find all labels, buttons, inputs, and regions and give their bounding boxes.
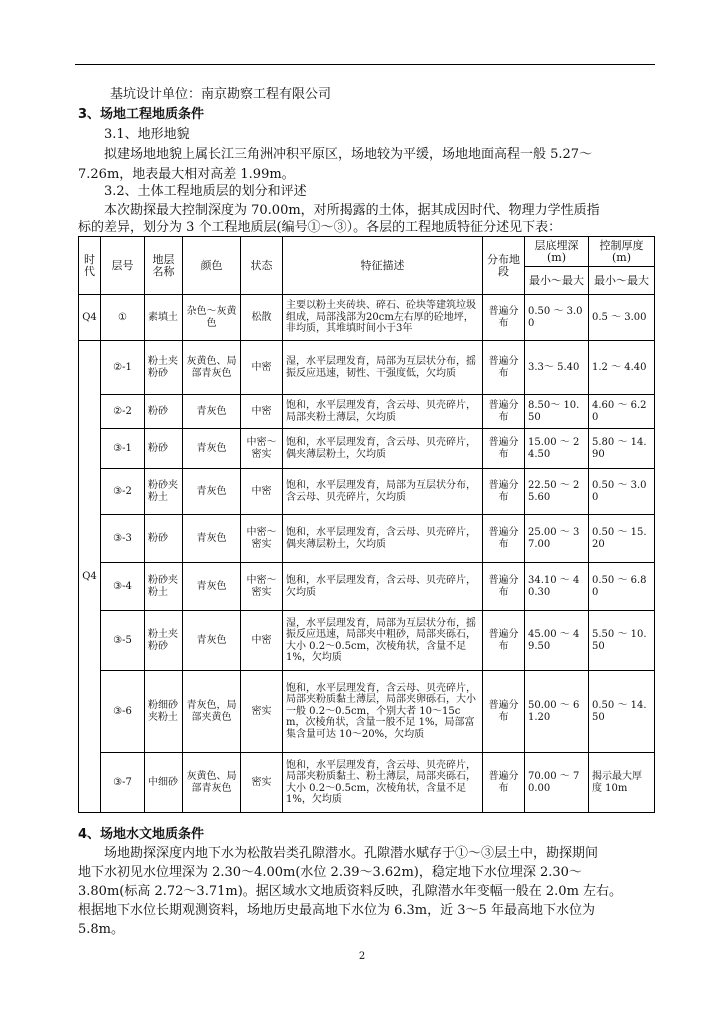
layer-description: 饱和，水平层理发育，含云母、贝壳碎片，局部夹粉质黏土、粉土薄层，局部夹砾石，大小 0.2～0.5cm，次棱角状，含量不足 1%，欠均质 — [283, 753, 483, 813]
design-unit-line: 基坑设计单位：南京勘察工程有限公司 — [110, 87, 332, 102]
table-row — [79, 671, 655, 753]
layer-distribution: 普遍分布 — [483, 563, 525, 611]
layer-description: 湿，水平层理发育，局部为互层状分布，摇振反应迅速，韧性、干强度低，欠均质 — [283, 341, 483, 395]
layer-thickness-range: 揭示最大厚度 10m — [589, 753, 655, 813]
layer-depth-range: 45.00 ～ 49.50 — [525, 611, 589, 671]
section4-heading: 4、场地水文地质条件 — [78, 827, 205, 842]
layer-distribution: 普遍分布 — [483, 395, 525, 429]
layer-name: 粉细砂夹粉土 — [145, 671, 183, 753]
geology-table — [78, 236, 655, 813]
layer-no: ③-1 — [101, 429, 145, 469]
layer-color: 青灰色 — [183, 563, 241, 611]
layer-distribution: 普遍分布 — [483, 515, 525, 563]
layer-depth-range: 22.50 ～ 25.60 — [525, 469, 589, 515]
layer-thickness-range: 0.5 ～ 3.00 — [589, 295, 655, 341]
layer-distribution: 普遍分布 — [483, 341, 525, 395]
header-rule — [75, 64, 655, 65]
header-distribution: 分布地段 — [483, 237, 525, 295]
page-number: 2 — [358, 951, 366, 962]
layer-thickness-range: 1.2 ～ 4.40 — [589, 341, 655, 395]
layer-depth-range: 25.00 ～ 37.00 — [525, 515, 589, 563]
layer-depth-range: 3.3～ 5.40 — [525, 341, 589, 395]
layer-description: 饱和，水平层理发育，含云母、贝壳碎片，欠均质 — [283, 563, 483, 611]
layer-thickness-range: 0.50 ～ 3.00 — [589, 469, 655, 515]
header-era: 时代 — [79, 237, 101, 295]
layer-state: 中密～密实 — [241, 515, 283, 563]
layer-thickness-range: 0.50 ～ 15.20 — [589, 515, 655, 563]
layer-description: 饱和，水平层理发育，局部为互层状分布，含云母、贝壳碎片，欠均质 — [283, 469, 483, 515]
layer-no: ③-4 — [101, 563, 145, 611]
layer-thickness-range: 4.60 ～ 6.20 — [589, 395, 655, 429]
layer-distribution: 普遍分布 — [483, 671, 525, 753]
layer-depth-range: 8.50～ 10.50 — [525, 395, 589, 429]
layer-no: ③-2 — [101, 469, 145, 515]
layer-thickness-range: 0.50 ～ 14.50 — [589, 671, 655, 753]
layer-depth-range: 0.50 ～ 3.00 — [525, 295, 589, 341]
layer-name: 粉砂 — [145, 395, 183, 429]
table-row — [79, 611, 655, 671]
layer-description: 饱和，水平层理发育，含云母、贝壳碎片，局部夹粉土薄层，欠均质 — [283, 395, 483, 429]
layer-no: ②-1 — [101, 341, 145, 395]
layer-color: 青灰色 — [183, 611, 241, 671]
table-row — [79, 515, 655, 563]
header-bottom-depth: 层底埋深(m) — [525, 237, 589, 267]
s31-text-line1: 拟建场地地貌上属长江三角洲冲积平原区，场地较为平缓，场地地面高程一般 5.27～ — [104, 147, 593, 162]
layer-state: 中密 — [241, 469, 283, 515]
layer-name: 粉砂 — [145, 429, 183, 469]
table-row — [79, 563, 655, 611]
layer-no: ②-2 — [101, 395, 145, 429]
layer-color: 灰黄色、局部青灰色 — [183, 341, 241, 395]
era-cell: Q4 — [79, 295, 101, 341]
s4-text-line5: 5.8m。 — [78, 922, 125, 937]
s31-title: 3.1、地形地貌 — [104, 127, 190, 142]
s32-title: 3.2、土体工程地质层的划分和评述 — [104, 184, 307, 199]
layer-color: 青灰色 — [183, 395, 241, 429]
layer-state: 中密 — [241, 341, 283, 395]
table-row — [79, 753, 655, 813]
table-row — [79, 395, 655, 429]
layer-description: 饱和，水平层理发育，含云母、贝壳碎片，局部夹粉质黏土薄层，局部夹卵砾石，大小一般 0.2～0.5cm，个别大者 10～15cm，次棱角状，含量一般不足 1%，局部富集含量可达 10～20%，欠均质 — [283, 671, 483, 753]
layer-depth-range: 70.00 ～ 70.00 — [525, 753, 589, 813]
layer-no: ③-6 — [101, 671, 145, 753]
s4-text-line2: 地下水初见水位埋深为 2.30～4.00m(水位 2.39～3.62m)，稳定地下水位埋深 2.30～ — [78, 865, 582, 880]
header-control-thickness: 控制厚度(m) — [589, 237, 655, 267]
header-description: 特征描述 — [283, 237, 483, 295]
layer-description: 饱和，水平层理发育，含云母、贝壳碎片，偶夹薄层粉土，欠均质 — [283, 429, 483, 469]
layer-name: 粉砂夹粉土 — [145, 469, 183, 515]
header-layer-name: 地层名称 — [145, 237, 183, 295]
layer-depth-range: 50.00 ～ 61.20 — [525, 671, 589, 753]
layer-no: ③-5 — [101, 611, 145, 671]
layer-distribution: 普遍分布 — [483, 469, 525, 515]
s4-text-line1: 场地勘探深度内地下水为松散岩类孔隙潜水。孔隙潜水赋存于①～③层土中，勘探期间 — [104, 846, 599, 861]
layer-state: 松散 — [241, 295, 283, 341]
layer-distribution: 普遍分布 — [483, 611, 525, 671]
layer-thickness-range: 5.80 ～ 14.90 — [589, 429, 655, 469]
layer-distribution: 普遍分布 — [483, 295, 525, 341]
layer-no: ① — [101, 295, 145, 341]
layer-no: ③-3 — [101, 515, 145, 563]
layer-distribution: 普遍分布 — [483, 753, 525, 813]
layer-color: 青灰色 — [183, 429, 241, 469]
layer-color: 青灰色 — [183, 515, 241, 563]
s4-text-line4: 根据地下水位长期观测资料，场地历史最高地下水位为 6.3m，近 3～5 年最高地下水位为 — [78, 903, 595, 918]
table-row — [79, 469, 655, 515]
layer-name: 粉砂夹粉土 — [145, 563, 183, 611]
layer-state: 中密～密实 — [241, 429, 283, 469]
layer-color: 灰黄色、局部青灰色 — [183, 753, 241, 813]
layer-no: ③-7 — [101, 753, 145, 813]
table-row — [79, 341, 655, 395]
era-cell: Q4 — [79, 341, 101, 813]
layer-color: 青灰色 — [183, 469, 241, 515]
section3-heading: 3、场地工程地质条件 — [78, 107, 205, 122]
layer-depth-range: 15.00 ～ 24.50 — [525, 429, 589, 469]
layer-name: 粉砂 — [145, 515, 183, 563]
layer-name: 素填土 — [145, 295, 183, 341]
layer-state: 密实 — [241, 671, 283, 753]
layer-distribution: 普遍分布 — [483, 429, 525, 469]
layer-description: 主要以粉土夹砖块、碎石、砼块等建筑垃圾组成，局部浅部为20cm左右厚的砼地坪，非均质，其堆填时间小于3年 — [283, 295, 483, 341]
header-range-depth: 最小～最大 — [525, 267, 589, 295]
s32-text-line2: 标的差异，划分为 3 个工程地质层(编号①～③）。各层的工程地质特征分述见下表： — [78, 220, 562, 235]
layer-thickness-range: 5.50 ～ 10.50 — [589, 611, 655, 671]
layer-name: 粉土夹粉砂 — [145, 611, 183, 671]
header-layer-no: 层号 — [101, 237, 145, 295]
layer-description: 饱和，水平层理发育，含云母、贝壳碎片，偶夹薄层粉土，欠均质 — [283, 515, 483, 563]
s4-text-line3: 3.80m(标高 2.72～3.71m)。据区域水文地质资料反映，孔隙潜水年变幅一般在 2.0m 左右。 — [78, 884, 623, 899]
s31-text-line2: 7.26m，地表最大相对高差 1.99m。 — [78, 167, 295, 182]
layer-depth-range: 34.10 ～ 40.30 — [525, 563, 589, 611]
table-row — [79, 429, 655, 469]
header-state: 状态 — [241, 237, 283, 295]
layer-name: 粉土夹粉砂 — [145, 341, 183, 395]
table-row — [79, 295, 655, 341]
header-range-thickness: 最小～最大 — [589, 267, 655, 295]
header-color: 颜色 — [183, 237, 241, 295]
layer-state: 中密 — [241, 395, 283, 429]
layer-color: 杂色～灰黄色 — [183, 295, 241, 341]
layer-thickness-range: 0.50 ～ 6.80 — [589, 563, 655, 611]
layer-color: 青灰色，局部夹黄色 — [183, 671, 241, 753]
s32-text-line1: 本次勘探最大控制深度为 70.00m，对所揭露的土体，据其成因时代、物理力学性质指 — [104, 203, 600, 218]
layer-name: 中细砂 — [145, 753, 183, 813]
layer-state: 中密 — [241, 611, 283, 671]
layer-state: 密实 — [241, 753, 283, 813]
layer-state: 中密～密实 — [241, 563, 283, 611]
layer-description: 湿，水平层理发育，局部为互层状分布，摇振反应迅速，局部夹中粗砂，局部夹砾石，大小 0.2～0.5cm，次棱角状，含量不足 1%，欠均质 — [283, 611, 483, 671]
